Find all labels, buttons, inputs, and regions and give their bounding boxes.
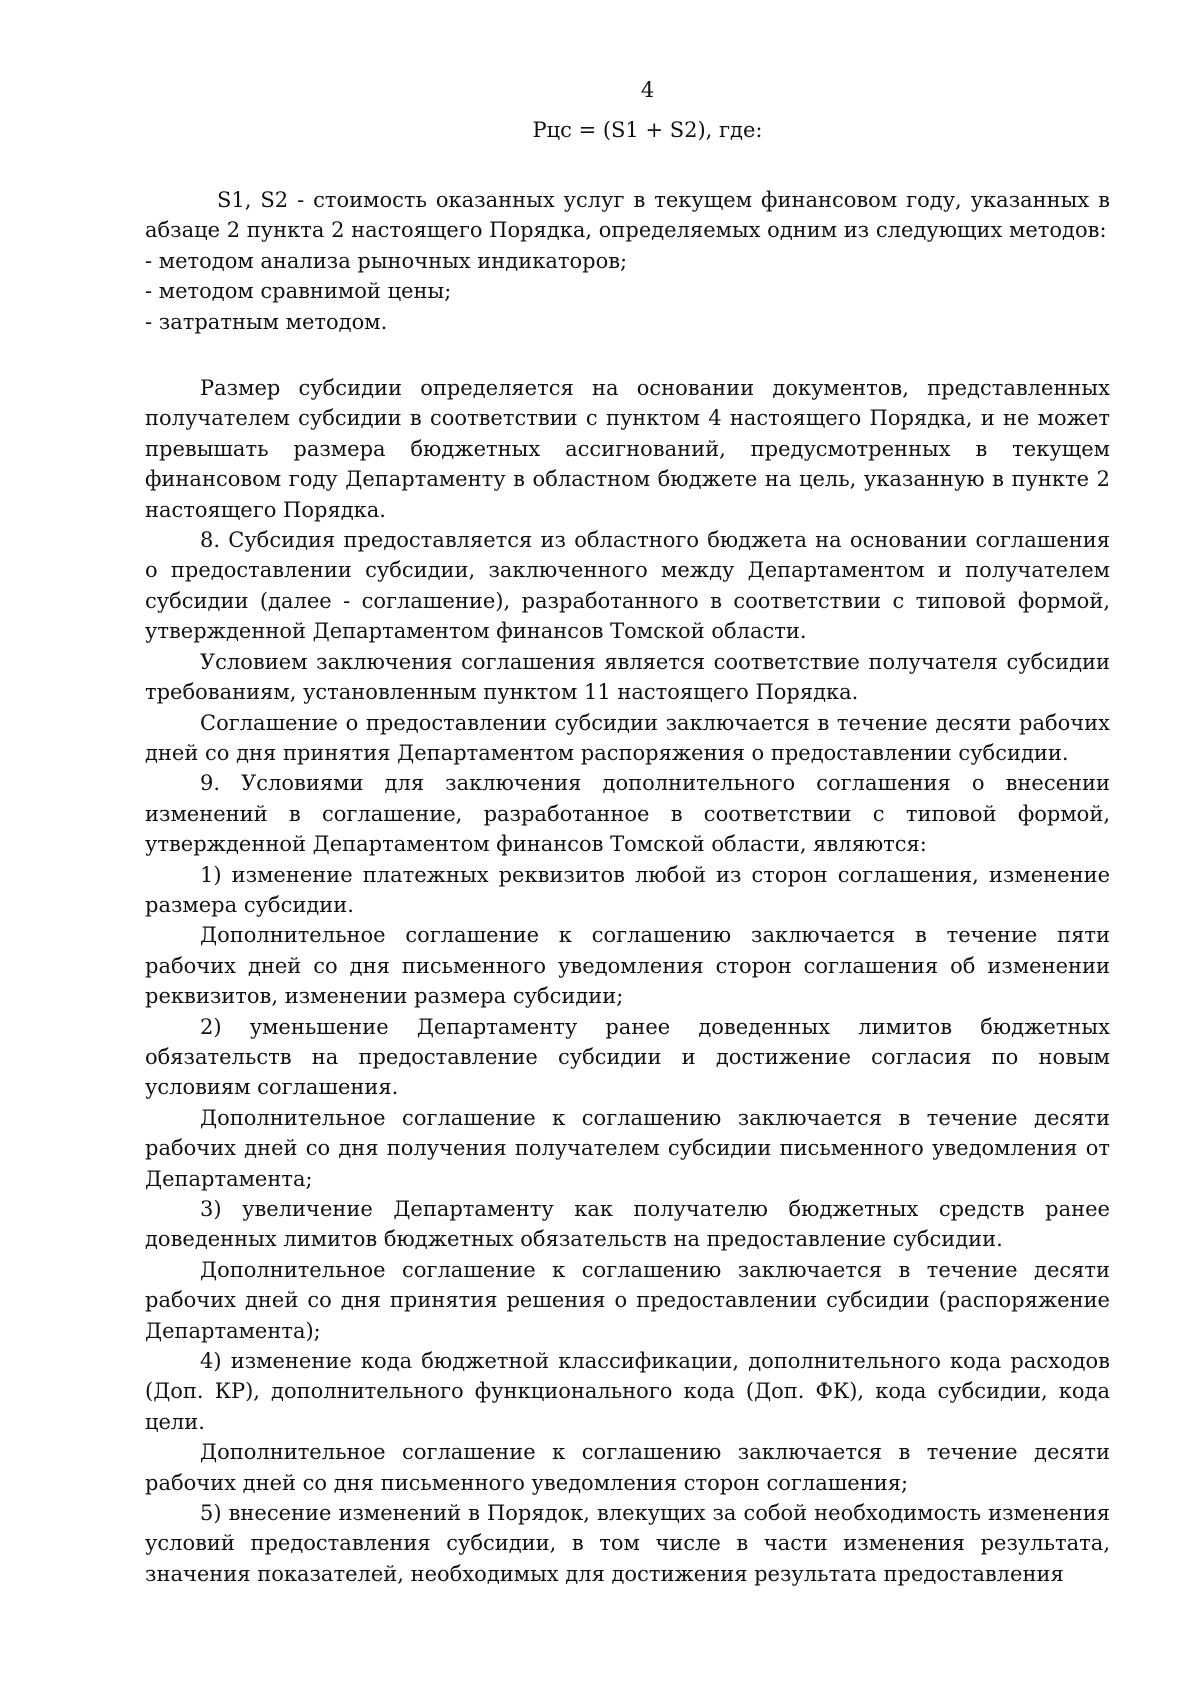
paragraph: Соглашение о предоставлении субсидии заключается в течение десяти рабочих дней со дня принятия Департаментом распоряжения о предоставлении субсидии. (145, 710, 1110, 765)
formula: Рцс = (S1 + S2), где: (532, 118, 763, 142)
paragraph: Дополнительное соглашение к соглашению заключается в течение десяти рабочих дней со дня принятия решения о предоставлении субсидии (распоряжение Департамента); (145, 1257, 1110, 1343)
paragraph: 9. Условиями для заключения дополнительного соглашения о внесении изменений в соглашение, разработанное в соответствии с типовой формой, утвержденной Департаментом финансов Томской области, являются: (145, 771, 1110, 857)
paragraph: 5) внесение изменений в Порядок, влекущих за собой необходимость изменения условий предоставления субсидии, в том числе в части изменения результата, значения показателей, необходимых для достижения результата предоставления (145, 1501, 1110, 1586)
paragraph: 1) изменение платежных реквизитов любой из сторон соглашения, изменение размера субсидии. (145, 862, 1110, 917)
paragraph: Дополнительное соглашение к соглашению заключается в течение десяти рабочих дней со дня письменного уведомления сторон соглашения; (145, 1440, 1110, 1495)
document-page (145, 70, 1110, 1589)
paragraph: Дополнительное соглашение к соглашению заключается в течение десяти рабочих дней со дня получения получателем субсидии письменного уведомления от Департамента; (145, 1105, 1110, 1191)
paragraph: 2) уменьшение Департаменту ранее доведенных лимитов бюджетных обязательств на предоставление субсидии и достижение согласия по новым условиям соглашения. (145, 1014, 1110, 1100)
paragraph: Дополнительное соглашение к соглашению заключается в течение пяти рабочих дней со дня письменного уведомления сторон соглашения об изменении реквизитов, изменении размера субсидии; (145, 923, 1110, 1009)
paragraph: 3) увеличение Департаменту как получателю бюджетных средств ранее доведенных лимитов бюджетных обязательств на предоставление субсидии. (145, 1197, 1110, 1252)
method-item: - методом анализа рыночных индикаторов; (145, 248, 628, 273)
definition-paragraph: S1, S2 - стоимость оказанных услуг в текущем финансовом году, указанных в абзаце 2 пункта 2 настоящего Порядка, определяемых одним из следующих методов: (145, 188, 1110, 243)
method-item: - методом сравнимой цены; (145, 279, 452, 304)
paragraph: 4) изменение кода бюджетной классификации, дополнительного кода расходов (Доп. КР), дополнительного функционального кода (Доп. ФК), кода субсидии, кода цели. (145, 1349, 1110, 1434)
page-number: 4 (640, 78, 655, 102)
paragraph: Размер субсидии определяется на основании документов, представленных получателем субсидии в соответствии с пунктом 4 настоящего Порядка, и не может превышать размера бюджетных ассигнований, предусмотренных в текущем финансовом году Департаменту в областном бюджете на цель, указанную в пункте 2 настоящего Порядка. (145, 376, 1110, 522)
paragraph: Условием заключения соглашения является соответствие получателя субсидии требованиям, установленным пунктом 11 настоящего Порядка. (145, 649, 1110, 705)
paragraph: 8. Субсидия предоставляется из областного бюджета на основании соглашения о предоставлении субсидии, заключенного между Департаментом и получателем субсидии (далее - соглашение), разработанного в соответствии с типовой формой, утвержденной Департаментом финансов Томской области. (145, 528, 1110, 644)
method-item: - затратным методом. (145, 309, 388, 334)
